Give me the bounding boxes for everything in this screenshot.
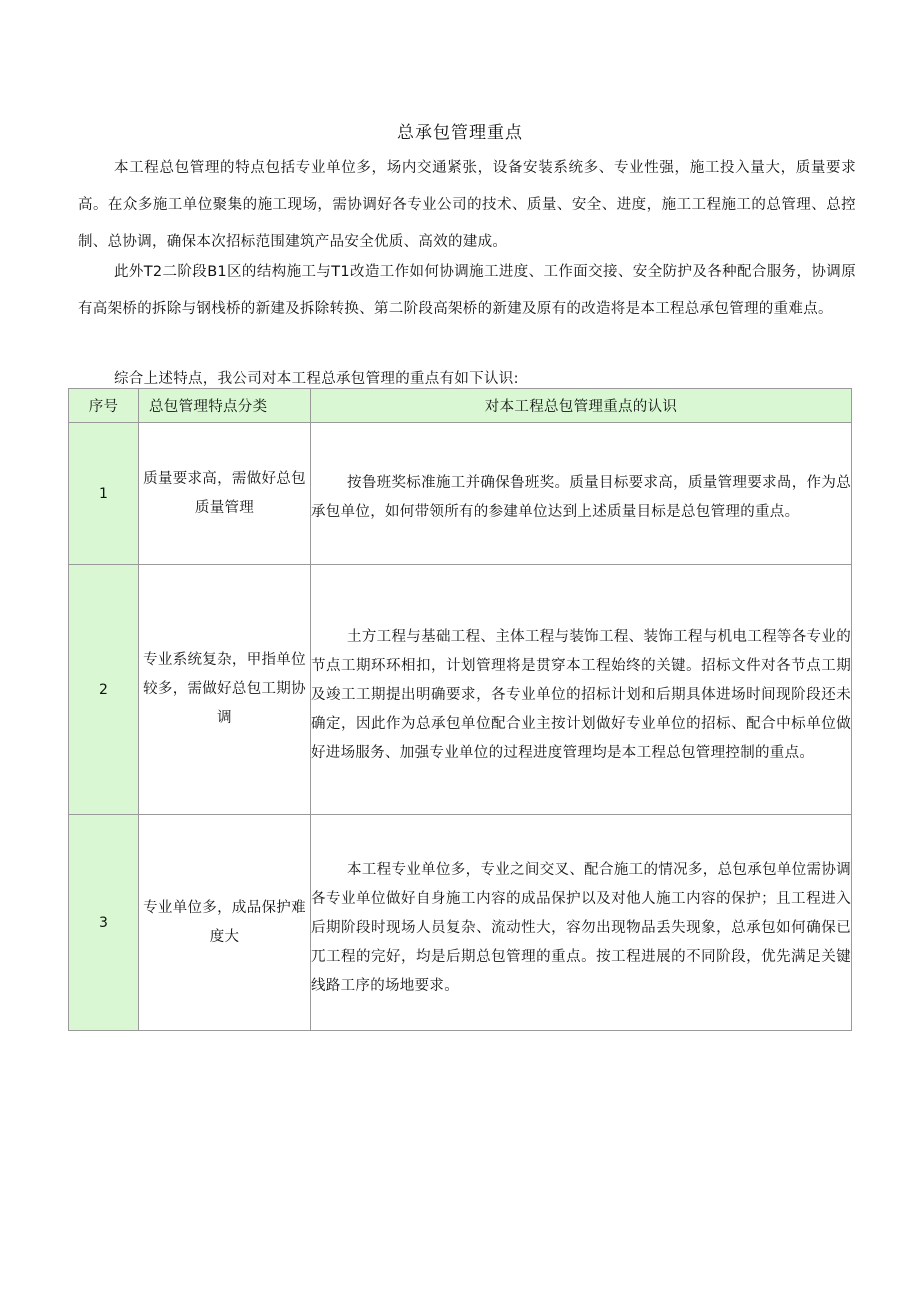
row-understanding: 按鲁班奖标准施工并确保鲁班奖。质量目标要求高，质量管理要求咼，作为总承包单位，如何带领所有的参建单位达到上述质量目标是总包管理的重点。: [311, 423, 852, 565]
row-understanding: 本工程专业单位多，专业之间交叉、配合施工的情况多，总包承包单位需协调各专业单位做好自身施工内容的成品保护以及对他人施工内容的保护；且工程进入后期阶段时现场人员复杂、流动性大，容勿出现物品丢失现象，总承包如何确保已兀工程的完好，均是后期总包管理的重点。按工程进展的不同阶段，优先满足关键线路工序的场地要求。: [311, 815, 852, 1031]
table-row: [69, 815, 852, 1031]
row-num: 2: [69, 565, 139, 815]
row-num: 3: [69, 815, 139, 1031]
row-understanding: 土方工程与基础工程、主体工程与装饰工程、装饰工程与机电工程等各专业的节点工期环环相扣，计划管理将是贯穿本工程始终的关键。招标文件对各节点工期及竣工工期提出明确要求，各专业单位的招标计划和后期具体进场时间现阶段还未确定，因此作为总承包单位配合业主按计划做好专业单位的招标、配合中标单位做好进场服务、加强专业单位的过程进度管理均是本工程总包管理控制的重点。: [311, 565, 852, 815]
row-num: 1: [69, 423, 139, 565]
header-category: 总包管理特点分类: [139, 389, 311, 423]
paragraph-overview: 本工程总包管理的特点包括专业单位多，场内交通紧张，设备安装系统多、专业性强，施工投入量大，质量要求高。在众多施工单位聚集的施工现场，需协调好各专业公司的技术、质量、安全、进度，施工工程施工的总管理、总控制、总协调，确保本次招标范围建筑产品安全优质、高效的建成。: [78, 160, 856, 250]
header-understanding: 对本工程总包管理重点的认识: [311, 389, 852, 423]
table-row: [69, 423, 852, 565]
row-category: 质量要求高，需做好总包质量管理: [139, 423, 311, 565]
row-category: 专业系统复杂，甲指单位较多，需做好总包工期协调: [139, 565, 311, 815]
table-row: [69, 565, 852, 815]
row-category: 专业单位多，成品保护难度大: [139, 815, 311, 1031]
table-header-row: [69, 389, 852, 423]
table-lead-text: 综合上述特点，我公司对本工程总承包管理的重点有如下认识:: [114, 371, 519, 387]
paragraph-difficulties: 此外T2二阶段B1区的结构施工与T1改造工作如何协调施工进度、工作面交接、安全防护及各种配合服务，协调原有高架桥的拆除与钢栈桥的新建及拆除转换、第二阶段高架桥的新建及原有的改造将是本工程总承包管理的重难点。: [78, 264, 856, 317]
header-num: 序号: [69, 389, 139, 423]
management-focus-table: [68, 388, 852, 1031]
page-title: 总承包管理重点: [397, 123, 523, 143]
